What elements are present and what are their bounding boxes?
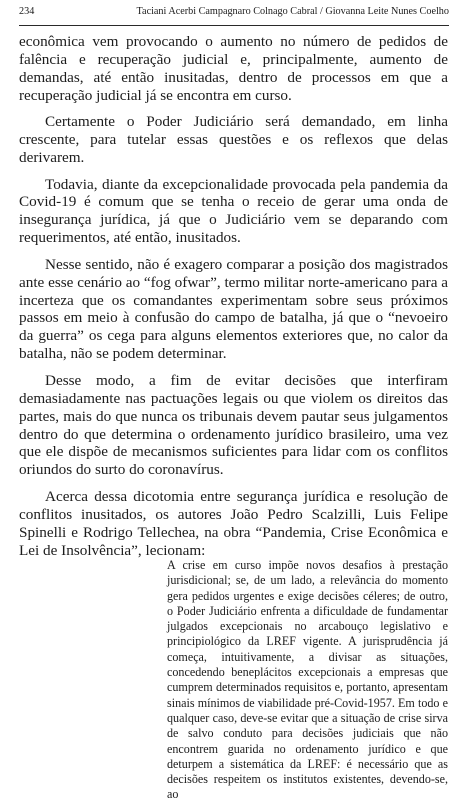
paragraph: Certamente o Poder Judiciário será demandado, em linha crescente, para tutelar essas questões e os reflexos que delas derivarem. xyxy=(19,113,448,167)
page-number: 234 xyxy=(19,6,35,17)
paragraph: Nesse sentido, não é exagero comparar a posição dos magistrados ante esse cenário ao “fog ofwar”, termo militar norte-americano para a incerteza que os comandantes experimentam sobre seus próximos passos em meio à confusão do campo de batalha, já que o “nevoeiro da guerra” os cega para alguns elementos exteriores que, no calor da batalha, não se podem determinar. xyxy=(19,255,448,363)
paragraph: Acerca dessa dicotomia entre segurança jurídica e resolução de conflitos inusitados, os autores João Pedro Scalzilli, Luis Felipe Spinelli e Rodrigo Tellechea, na obra “Pandemia, Crise Econômica e Lei de Insolvência”, lecionam: xyxy=(19,487,448,559)
paragraph: Todavia, diante da excepcionalidade provocada pela pandemia da Covid-19 é comum que se tenha o receio de gerar uma onda de insegurança jurídica, já que o Judiciário vem se deparando com requerimentos, até então, inusitados. xyxy=(19,175,448,247)
running-header xyxy=(19,6,449,17)
paragraph: econômica vem provocando o aumento no número de pedidos de falência e recuperação judicial e, principalmente, aumento de demandas, até então inusitadas, dentro de processos em que a recuperação judicial já se encontra em curso. xyxy=(19,33,448,104)
paragraph: Desse modo, a fim de evitar decisões que interfiram demasiadamente nas pactuações legais ou que violem os direitos das partes, mais do que nunca os tribunais devem pautar seus julgamentos dentro do que determina o ordenamento jurídico brasileiro, uma vez que ele dispõe de mecanismos suficientes para lidar com os conflitos oriundos do surto do coronavírus. xyxy=(19,371,448,479)
running-header-authors: Taciani Acerbi Campagnaro Colnago Cabral / Giovanna Leite Nunes Coelho xyxy=(136,6,449,17)
body-text xyxy=(19,33,448,568)
header-rule xyxy=(19,25,449,26)
block-quote: A crise em curso impõe novos desafios à prestação jurisdicional; se, de um lado, a relevância do momento gera pedidos urgentes e exige decisões céleres; de outro, o Poder Judiciário enfrenta a dificuldade de fundamentar julgados excepcionais no arcabouço legislativo e principiológico da LREF vigente. A jurisprudência já começa, intuitivamente, a divisar as situações, concedendo beneplácitos excepcionais a empresas que cumprem determinados requisitos e, portanto, apresentam sinais mínimos de viabilidade pré-Covid-1957. Em todo e qualquer caso, deve-se evitar que a situação de crise sirva de salvo conduto para decisões judiciais que não encontrem guarida no ordenamento jurídico e que deturpem a sistemática da LREF: é necessário que as decisões respeitem os institutos existentes, devendo-se, ao xyxy=(167,558,448,802)
